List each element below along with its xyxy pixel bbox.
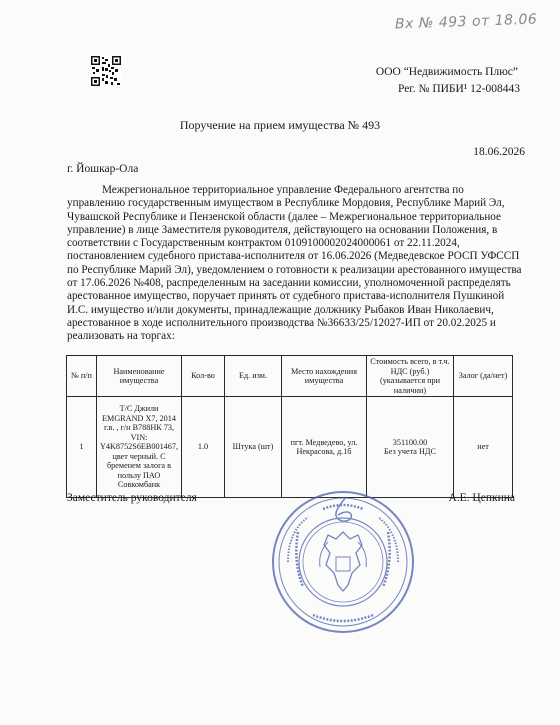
col-header-name: Наименование имущества (97, 356, 182, 397)
document-title: Поручение на прием имущества № 493 (179, 118, 381, 132)
signer-position: Заместитель руководителя (67, 492, 197, 504)
registration-number: Рег. № ПИБИ¹ 12-008443 (397, 83, 520, 95)
col-header-num: № п/п (67, 356, 97, 397)
table-header-row (67, 356, 513, 397)
cell-location: пгт. Медведево, ул. Некрасова, д.1б (282, 397, 367, 498)
col-header-cost: Стоимость всего, в т.ч. НДС (руб.) (указывается при наличии) (367, 356, 454, 397)
cell-num: 1 (67, 397, 97, 498)
document-body: Межрегиональное территориальное управление Федерального агентства по управлению государственным имуществом в Республике Мордовия, Республике Марий Эл, Чувашской Республике и Пензенской области (далее – Межрегиональное территориальное управление) в лице Заместителя руководителя, действующего на основании Положения, в соответствии с Государственным контрактом 0109100002024000061 от 22.11.2024, постановлением судебного пристава-исполнителя от 16.06.2026 (Медведевское РОСП УФССП по Республике Марий Эл), уведомлением о готовности к реализации арестованного имущества от 17.06.2026 №408, распределенным на заседании комиссии, уполномоченной распределять арестованное имущество, поручает принять от судебного пристава-исполнителя Пушкиной И.С. имущество и/или документы, принадлежащие должнику Рыбаков Иван Николаевич, арестованное в ходе исполнительного производства №36633/25/12027-ИП от 20.02.2025 и реализовать на торгах: (67, 184, 522, 343)
col-header-location: Место нахождения имущества (282, 356, 367, 397)
property-table (66, 355, 513, 498)
signer-name: А.Е. Цепкина (448, 492, 515, 504)
cell-cost (367, 397, 454, 498)
organization-name: ООО “Недвижимость Плюс” (375, 66, 518, 78)
document-city: г. Йошкар-Ола (67, 163, 139, 175)
cell-qty: 1.0 (182, 397, 225, 498)
document-date: 18.06.2026 (473, 146, 525, 158)
table-row (67, 397, 513, 498)
col-header-qty: Кол-во (182, 356, 225, 397)
cell-name: Т/С Джили EMGRAND X7, 2014 г.в. , г/н В788НК 73, VIN: Y4K8752S6EB001467, цвет черный. С бременем залога в пользу ПАО Совкомбанк (97, 397, 182, 498)
official-seal-icon (268, 487, 418, 637)
cell-pledge: нет (454, 397, 513, 498)
col-header-unit: Ед. изм. (225, 356, 282, 397)
cell-unit: Штука (шт) (225, 397, 282, 498)
qr-code-icon (91, 56, 121, 86)
col-header-pledge: Залог (да/нет) (454, 356, 513, 397)
cost-note: Без учета НДС (384, 447, 436, 456)
handwritten-annotation: Вх № 493 от 18.06 (394, 11, 538, 33)
cost-value: 351100.00 (392, 437, 428, 447)
